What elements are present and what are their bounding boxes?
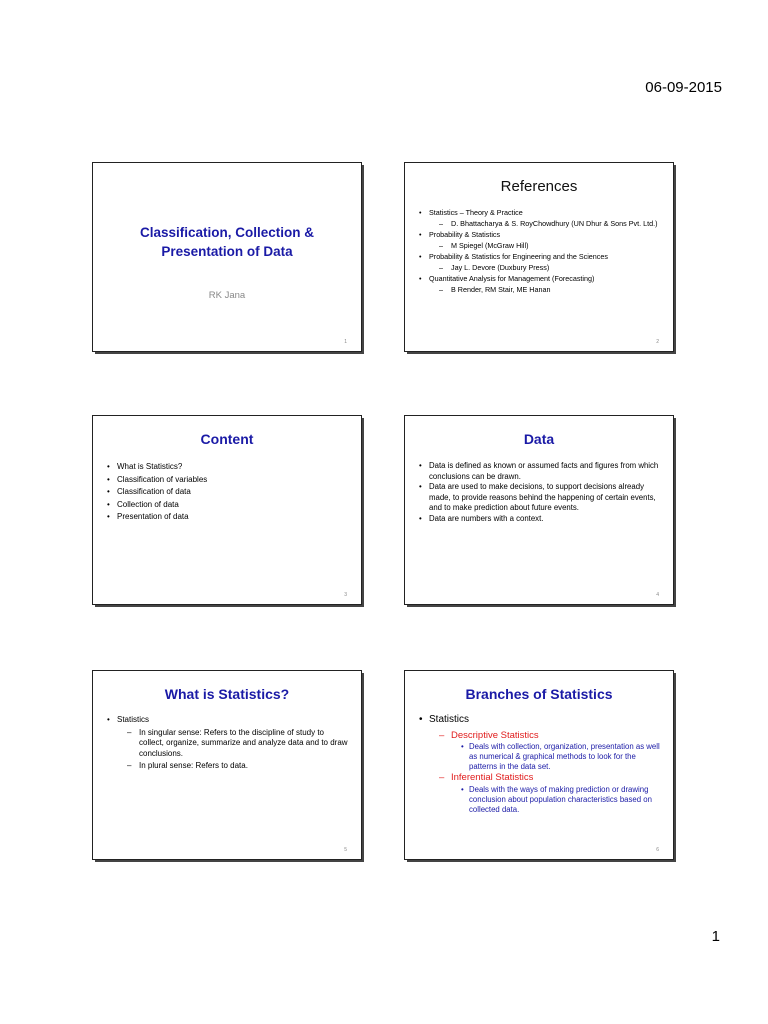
slide-number: 1 bbox=[344, 339, 347, 345]
list-item: • Data are used to make decisions, to support decisions already made, to provide reasons behind the happening of certain events, and to make prediction about future events. bbox=[419, 482, 661, 514]
slide-title: Branches of Statistics bbox=[465, 686, 613, 702]
slide-number: 6 bbox=[656, 847, 659, 853]
list-item: • Quantitative Analysis for Management (Forecasting) – B Render, RM Stair, ME Hanan bbox=[419, 273, 661, 295]
statistics-list bbox=[107, 715, 349, 772]
list-subitem: – In singular sense: Refers to the discipline of study to collect, organize, summarize and analyze data and to draw conclusions. bbox=[127, 728, 349, 760]
slide-title: References bbox=[500, 178, 578, 195]
list-item: • Statistics – Descriptive Statistics • Deals with collection, organization, presentation as well as numerical & graphical methods to look for the patterns in the data set. – Inferential Statistics • Deals with the ways of making prediction or drawing conclusion about population characteristics based on collected data. bbox=[419, 714, 661, 815]
references-list bbox=[419, 207, 661, 295]
cover-title-line1: Classification, Collection & bbox=[139, 225, 315, 240]
list-item: • Probability & Statistics for Engineering and the Sciences – Jay L. Devore (Duxbury Press) bbox=[419, 251, 661, 273]
list-item: • Data are numbers with a context. bbox=[419, 514, 661, 525]
content-list bbox=[107, 461, 349, 524]
slide-cover bbox=[92, 162, 362, 352]
page-date: 06-09-2015 bbox=[645, 79, 722, 96]
list-item: • What is Statistics? bbox=[107, 461, 349, 474]
slide-title: Data bbox=[523, 431, 555, 447]
slide-content bbox=[92, 415, 362, 605]
list-detail: • Deals with collection, organization, presentation as well as numerical & graphical methods to look for the patterns in the data set. bbox=[461, 742, 661, 772]
slide-title: Content bbox=[200, 431, 254, 447]
list-item: • Presentation of data bbox=[107, 511, 349, 524]
list-subitem: – In plural sense: Refers to data. bbox=[127, 761, 349, 772]
list-subitem-descriptive: – Descriptive Statistics • Deals with collection, organization, presentation as well as numerical & graphical methods to look for the patterns in the data set. bbox=[439, 730, 661, 773]
slide-number: 4 bbox=[656, 592, 659, 598]
list-item: • Statistics – In singular sense: Refers to the discipline of study to collect, organize, summarize and analyze data and to draw conclusions. – In plural sense: Refers to data. bbox=[107, 715, 349, 772]
list-detail: • Deals with the ways of making prediction or drawing conclusion about population characteristics based on collected data. bbox=[461, 785, 661, 815]
slide-what-is-statistics bbox=[92, 670, 362, 860]
slide-title: What is Statistics? bbox=[164, 686, 290, 702]
list-item: • Statistics – Theory & Practice – D. Bhattacharya & S. RoyChowdhury (UN Dhur & Sons Pvt. Ltd.) bbox=[419, 207, 661, 229]
list-item: • Probability & Statistics – M Spiegel (McGraw Hill) bbox=[419, 229, 661, 251]
slide-branches-of-statistics bbox=[404, 670, 674, 860]
slide-data bbox=[404, 415, 674, 605]
slide-number: 2 bbox=[656, 339, 659, 345]
slide-number: 3 bbox=[344, 592, 347, 598]
list-subitem: – Jay L. Devore (Duxbury Press) bbox=[439, 262, 661, 273]
list-item: • Data is defined as known or assumed facts and figures from which conclusions can be drawn. bbox=[419, 461, 661, 482]
list-item: • Collection of data bbox=[107, 499, 349, 512]
slide-number: 5 bbox=[344, 847, 347, 853]
page-number: 1 bbox=[711, 928, 720, 945]
list-subitem-inferential: – Inferential Statistics • Deals with the ways of making prediction or drawing conclusion about population characteristics based on collected data. bbox=[439, 772, 661, 815]
cover-title bbox=[93, 223, 361, 261]
branches-list bbox=[419, 714, 661, 815]
slide-references bbox=[404, 162, 674, 352]
cover-author: RK Jana bbox=[208, 290, 246, 301]
list-subitem: – B Render, RM Stair, ME Hanan bbox=[439, 284, 661, 295]
data-list bbox=[419, 461, 661, 524]
list-item: • Classification of data bbox=[107, 486, 349, 499]
list-subitem: – M Spiegel (McGraw Hill) bbox=[439, 240, 661, 251]
cover-title-line2: Presentation of Data bbox=[161, 244, 293, 259]
list-item: • Classification of variables bbox=[107, 474, 349, 487]
list-subitem: – D. Bhattacharya & S. RoyChowdhury (UN Dhur & Sons Pvt. Ltd.) bbox=[439, 218, 661, 229]
